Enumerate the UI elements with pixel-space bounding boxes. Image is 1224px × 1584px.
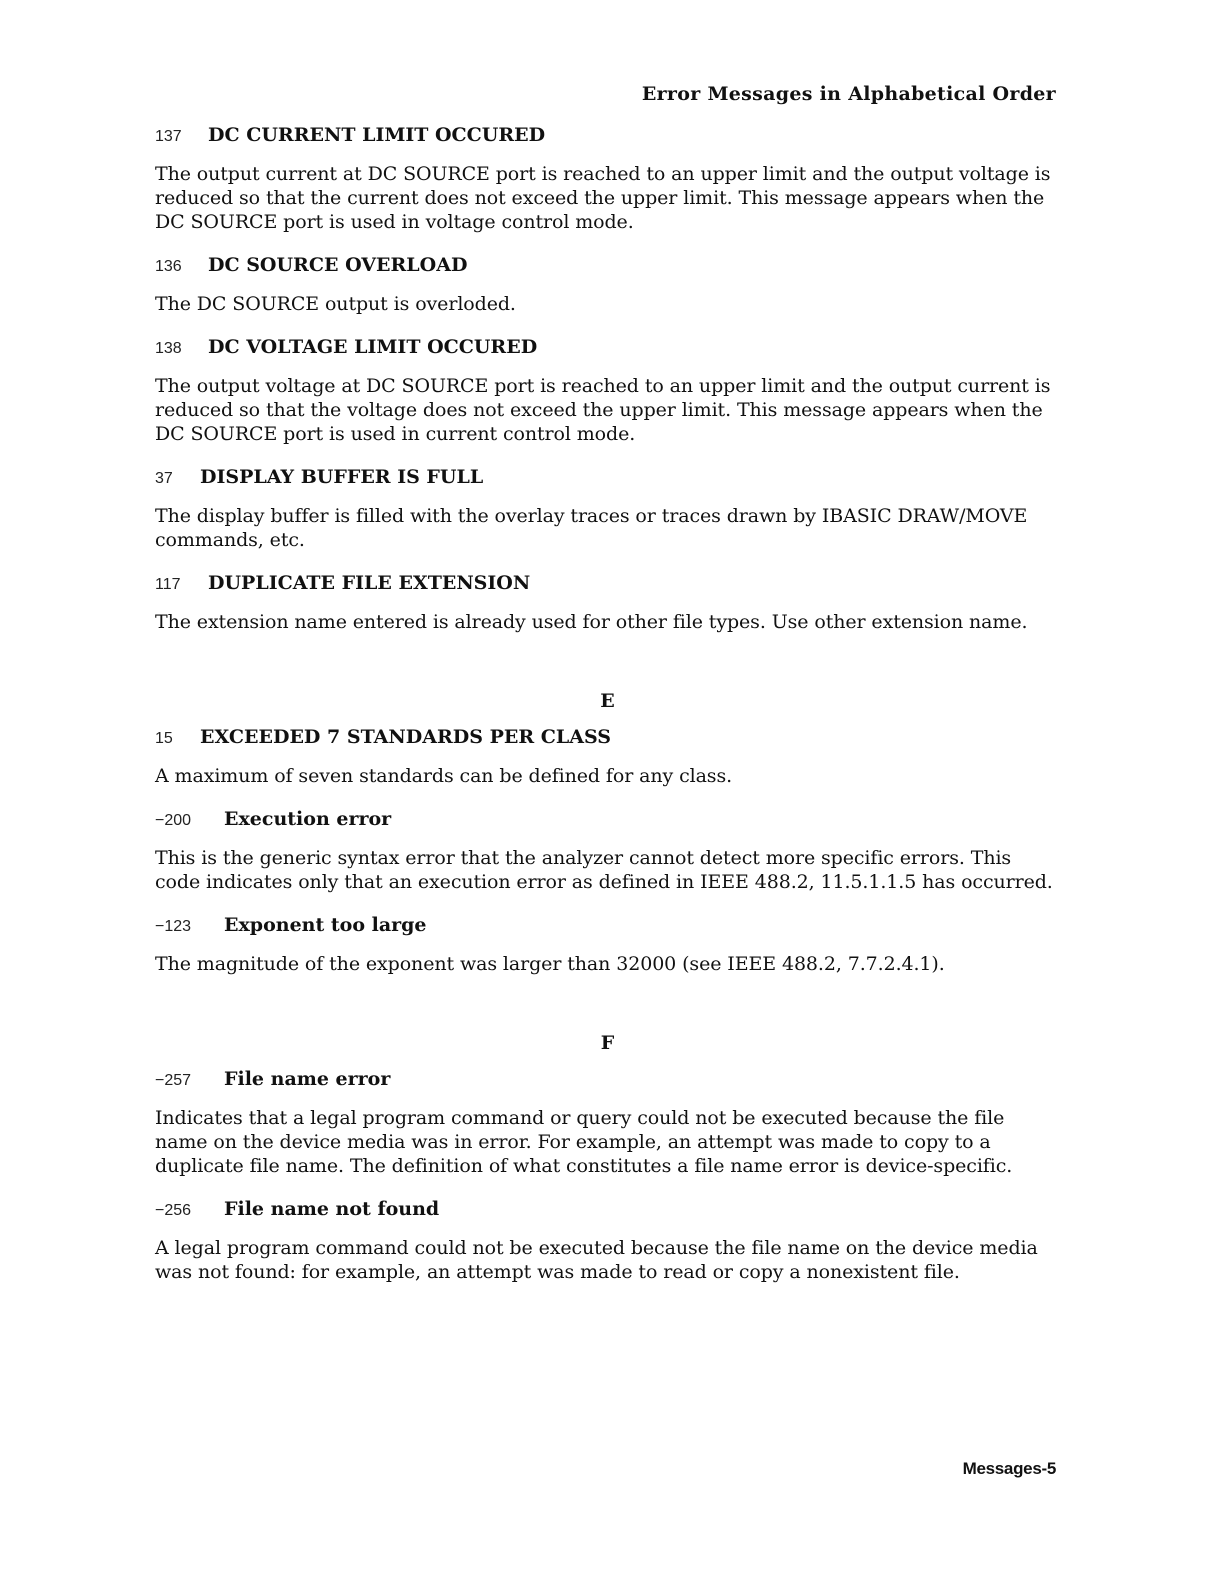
error-description: This is the generic syntax error that the analyzer cannot detect more specific errors. This code indicates only that an execution error as defined in IEEE 488.2, 11.5.1.1.5 has occurred. <box>155 847 1053 893</box>
error-entry-heading <box>155 808 1060 830</box>
error-title: Execution error <box>224 808 392 830</box>
error-title: Exponent too large <box>224 914 427 936</box>
error-title: DC CURRENT LIMIT OCCURED <box>208 124 546 146</box>
section-letter: E <box>600 690 615 712</box>
error-description: The magnitude of the exponent was larger than 32000 (see IEEE 488.2, 7.7.2.4.1). <box>155 953 945 975</box>
error-code: 15 <box>155 730 173 747</box>
error-title: DISPLAY BUFFER IS FULL <box>200 466 484 488</box>
error-entry-heading <box>155 572 1060 594</box>
error-entry-heading <box>155 1068 1060 1090</box>
error-description: The display buffer is filled with the overlay traces or traces drawn by IBASIC DRAW/MOVE commands, etc. <box>155 505 1028 551</box>
running-head: Error Messages in Alphabetical Order <box>641 83 1056 105</box>
error-description: A maximum of seven standards can be defined for any class. <box>155 765 733 787</box>
error-entry-heading <box>155 1198 1060 1220</box>
error-code: 136 <box>155 258 182 275</box>
page-number: Messages-5 <box>962 1459 1056 1478</box>
error-entry-heading <box>155 726 1060 748</box>
error-title: EXCEEDED 7 STANDARDS PER CLASS <box>200 726 612 748</box>
error-list <box>155 124 1060 1304</box>
error-code: −200 <box>155 812 192 829</box>
error-code: 117 <box>155 576 181 593</box>
error-code: 137 <box>155 128 182 145</box>
error-description: Indicates that a legal program command or query could not be executed because the file name on the device media was in error. For example, an attempt was made to copy to a duplicate file name. The definition of what constitutes a file name error is device-specific. <box>155 1107 1013 1177</box>
error-entry-heading <box>155 254 1060 276</box>
error-entry-heading <box>155 914 1060 936</box>
error-description: The DC SOURCE output is overloded. <box>155 293 516 315</box>
section-letter: F <box>600 1032 615 1054</box>
error-title: DC VOLTAGE LIMIT OCCURED <box>208 336 538 358</box>
error-code: −123 <box>155 918 192 935</box>
error-title: File name error <box>224 1068 391 1090</box>
error-entry-heading <box>155 124 1060 146</box>
error-entry-heading <box>155 336 1060 358</box>
error-title: File name not found <box>224 1198 440 1220</box>
error-title: DUPLICATE FILE EXTENSION <box>208 572 531 594</box>
error-description: A legal program command could not be executed because the file name on the device media was not found: for example, an attempt was made to read or copy a nonexistent file. <box>155 1237 1038 1283</box>
error-description: The output current at DC SOURCE port is reached to an upper limit and the output voltage is reduced so that the current does not exceed the upper limit. This message appears when the DC SOURCE port is used in voltage control mode. <box>155 163 1051 233</box>
error-code: −257 <box>155 1072 192 1089</box>
error-code: −256 <box>155 1202 192 1219</box>
error-description: The output voltage at DC SOURCE port is reached to an upper limit and the output current is reduced so that the voltage does not exceed the upper limit. This message appears when the DC SOURCE port is used in current control mode. <box>155 375 1051 445</box>
error-entry-heading <box>155 466 1060 488</box>
error-code: 138 <box>155 340 182 357</box>
error-description: The extension name entered is already used for other file types. Use other extension name. <box>155 611 1028 633</box>
error-code: 37 <box>155 470 173 487</box>
error-title: DC SOURCE OVERLOAD <box>208 254 468 276</box>
